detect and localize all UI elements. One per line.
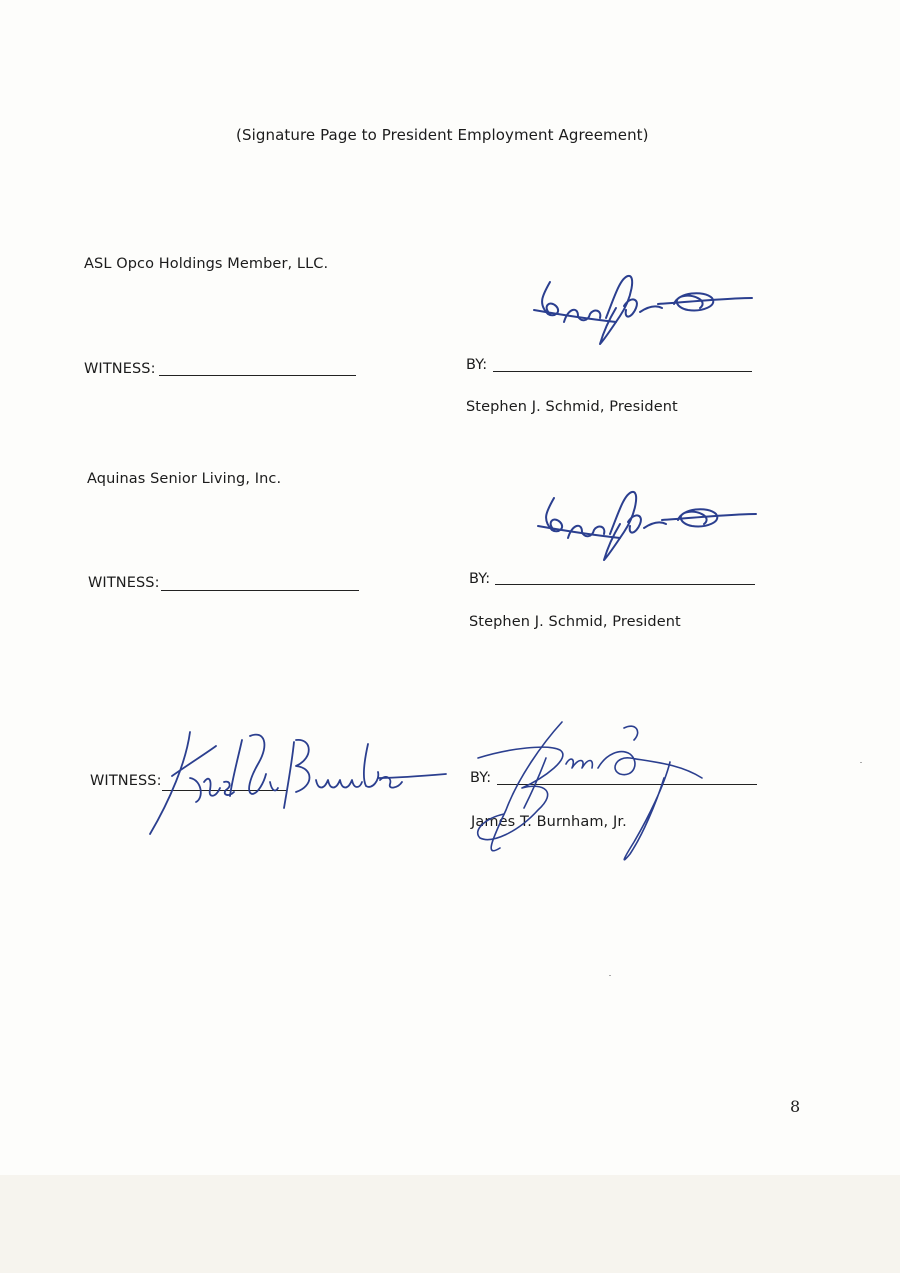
witness-label: WITNESS:: [88, 575, 160, 591]
scan-speck: [860, 762, 862, 763]
by-signature-line[interactable]: [493, 371, 752, 372]
signature-stephen-schmid-2: [532, 484, 762, 566]
entity-name-aquinas: Aquinas Senior Living, Inc.: [87, 471, 282, 487]
signatory-name: James T. Burnham, Jr.: [471, 814, 627, 830]
scan-shadow-band: [0, 1175, 900, 1273]
signature-stephen-schmid-1: [528, 268, 758, 350]
witness-label: WITNESS:: [84, 361, 156, 377]
witness-signature-handwritten: [146, 722, 451, 840]
by-label: BY:: [470, 770, 492, 786]
signatory-name: Stephen J. Schmid, President: [466, 399, 678, 415]
entity-name-asl-opco: ASL Opco Holdings Member, LLC.: [84, 256, 329, 272]
page-title: (Signature Page to President Employment Agreement): [236, 126, 649, 144]
by-label: BY:: [466, 357, 488, 373]
scan-speck: [609, 975, 611, 976]
signature-james-burnham: [474, 718, 714, 868]
by-signature-line[interactable]: [495, 584, 755, 585]
signatory-name: Stephen J. Schmid, President: [469, 614, 681, 630]
witness-label: WITNESS:: [90, 773, 162, 789]
by-label: BY:: [469, 571, 491, 587]
witness-signature-line[interactable]: [159, 375, 356, 376]
page-number: 8: [790, 1097, 801, 1116]
witness-signature-line[interactable]: [161, 590, 359, 591]
